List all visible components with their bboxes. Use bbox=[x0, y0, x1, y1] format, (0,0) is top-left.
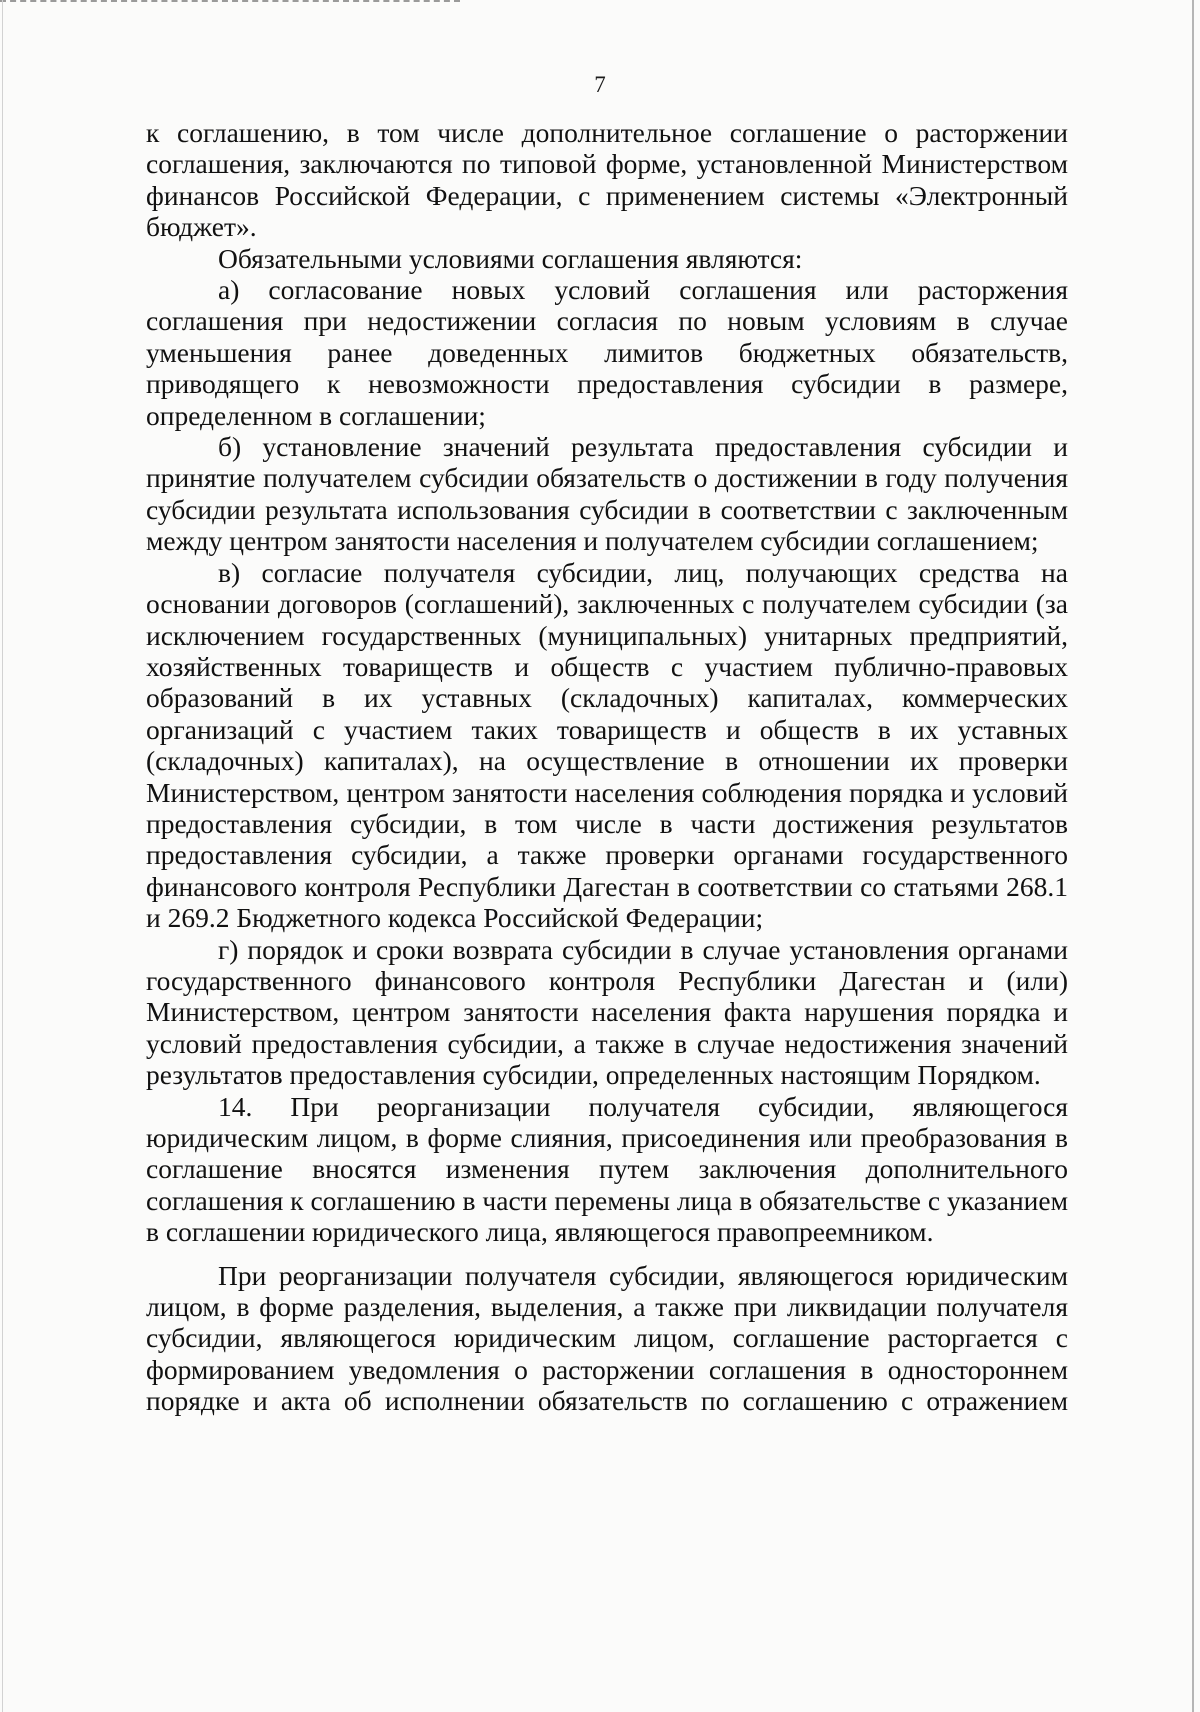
paragraph-condition-b: б) установление значений результата предоставления субсидии и принятие получателем субсидии обязательств о достижении в году получения субсидии результата использования субсидии в соответствии с заключенным между центром занятости населения и получателем субсидии соглашением; bbox=[146, 431, 1068, 557]
page-number: 7 bbox=[594, 72, 606, 97]
paragraph-condition-a: а) согласование новых условий соглашения или расторжения соглашения при недостижении согласия по новым условиям в случае уменьшения ранее доведенных лимитов бюджетных обязательств, приводящего к невозможности предоставления субсидии в размере, определенном в соглашении; bbox=[146, 274, 1068, 431]
paragraph-item-14: 14. При реорганизации получателя субсидии, являющегося юридическим лицом, в форме слияния, присоединения или преобразования в соглашение вносятся изменения путем заключения дополнительного соглашения к соглашению в части перемены лица в обязательстве с указанием в соглашении юридического лица, являющегося правопреемником. bbox=[146, 1090, 1068, 1248]
paragraph-condition-g: г) порядок и сроки возврата субсидии в случае установления органами государственного финансового контроля Республики Дагестан и (или) Министерством, центром занятости населения факта нарушения порядка и условий предоставления субсидии, а также в случае недостижения значений результатов предоставления субсидии, определенных настоящим Порядком. bbox=[146, 933, 1068, 1091]
paragraph-condition-v: в) согласие получателя субсидии, лиц, получающих средства на основании договоров (соглашений), заключенных с получателем субсидии (за исключением государственных (муниципальных) унитарных предприятий, хозяйственных товариществ и обществ с участием публично-правовых образований в их уставных (складочных) капиталах, коммерческих организаций с участием таких товариществ и обществ в их уставных (складочных) капиталах), на осуществление в отношении их проверки Министерством, центром занятости населения соблюдения порядка и условий предоставления субсидии, в том числе в части достижения результатов предоставления субсидии, а также проверки органами государственного финансового контроля Республики Дагестан в соответствии со статьями 268.1 и 269.2 Бюджетного кодекса Российской Федерации; bbox=[146, 556, 1068, 934]
scan-border-left bbox=[2, 0, 3, 1712]
paragraph-mandatory-conditions: Обязательными условиями соглашения являются: bbox=[218, 242, 803, 274]
paragraph-reorganization-division: При реорганизации получателя субсидии, являющегося юридическим лицом, в форме разделения, выделения, а также при ликвидации получателя субсидии, являющегося юридическим лицом, соглашение расторгается с формированием уведомления о расторжении соглашения в одностороннем порядке и акта об исполнении обязательств по соглашению с отражением bbox=[146, 1259, 1068, 1417]
document-body bbox=[146, 117, 1068, 1417]
scan-border-right bbox=[1192, 0, 1194, 1712]
paragraph-agreement-form: к соглашению, в том числе дополнительное соглашение о расторжении соглашения, заключаются по типовой форме, установленной Министерством финансов Российской Федерации, с применением системы «Электронный бюджет». bbox=[146, 117, 1068, 243]
scan-border-top bbox=[0, 0, 460, 2]
